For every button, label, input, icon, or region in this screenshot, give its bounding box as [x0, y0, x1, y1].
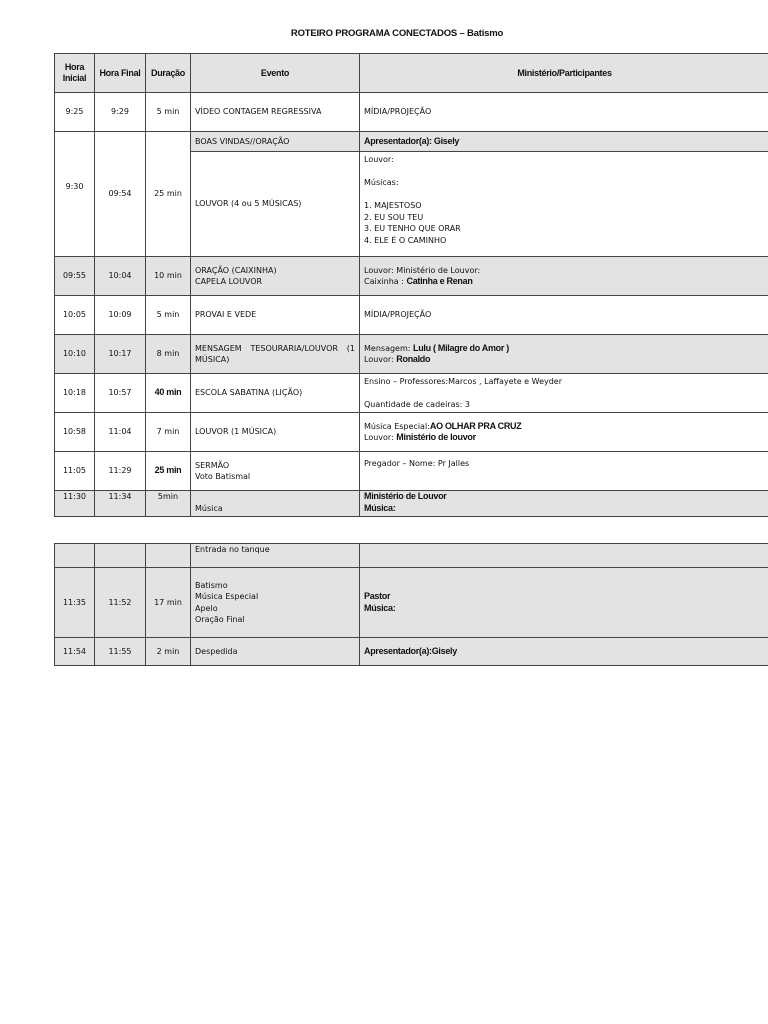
- evento-cell: ESCOLA SABATINA (LIÇÃO): [191, 374, 360, 413]
- duracao-cell: 2 min: [146, 638, 191, 666]
- hora-inicial-cell: [55, 544, 95, 568]
- song-item: 1. MAJESTOSO: [364, 201, 422, 210]
- duracao-cell: 17 min: [146, 568, 191, 638]
- evento-cell: LOUVOR (4 ou 5 MÚSICAS): [191, 152, 360, 257]
- hora-inicial-cell: 9:25: [55, 93, 95, 132]
- ministerio-cell: [360, 544, 768, 568]
- duracao-cell: 25 min: [146, 132, 191, 257]
- ministerio-cell: [360, 132, 768, 152]
- ministerio-cell: Música Especial:AO OLHAR PRA CRUZ Louvor: Ministério de louvor: [360, 413, 768, 452]
- table-row: [55, 491, 768, 517]
- ministerio-cell: Pastor Música:: [360, 568, 768, 638]
- evento-cell: ORAÇÃO (CAIXINHA) CAPELA LOUVOR: [191, 257, 360, 296]
- hora-final-cell: 11:34: [95, 491, 146, 517]
- hora-inicial-cell: 10:58: [55, 413, 95, 452]
- song-item: 3. EU TENHO QUE ORAR: [364, 224, 461, 233]
- evento-cell: Música: [191, 491, 360, 517]
- hora-inicial-cell: 9:30: [55, 132, 95, 257]
- header-hora-final: Hora Final: [95, 54, 146, 93]
- table-row: [55, 452, 768, 491]
- ministerio-cell: Mensagem: Lulu ( Milagre do Amor ) Louvor: Ronaldo: [360, 335, 768, 374]
- schedule-table-continued: [54, 543, 768, 666]
- table-row: [55, 257, 768, 296]
- hora-final-cell: [95, 544, 146, 568]
- duracao-cell: 7 min: [146, 413, 191, 452]
- table-row: [55, 568, 768, 638]
- hora-inicial-cell: 11:05: [55, 452, 95, 491]
- hora-final-cell: 10:09: [95, 296, 146, 335]
- evento-cell: Entrada no tanque: [191, 544, 360, 568]
- hora-inicial-cell: 09:55: [55, 257, 95, 296]
- ministerio-cell: Ministério de Louvor Música:: [360, 491, 768, 517]
- table-row: [55, 132, 768, 152]
- evento-cell: Despedida: [191, 638, 360, 666]
- ministerio-cell: Apresentador(a):Gisely: [360, 638, 768, 666]
- duracao-cell: 5 min: [146, 93, 191, 132]
- musicas-label: Músicas:: [364, 178, 399, 187]
- evento-cell: BOAS VINDAS//ORAÇÃO: [191, 132, 360, 152]
- ministerio-cell: [360, 152, 768, 257]
- ministerio-cell: MÍDIA/PROJEÇÃO: [360, 93, 768, 132]
- hora-final-cell: 9:29: [95, 93, 146, 132]
- presenter-label: Apresentador(a): Gisely: [364, 135, 460, 146]
- hora-inicial-cell: 10:05: [55, 296, 95, 335]
- hora-inicial-cell: 11:30: [55, 491, 95, 517]
- ministerio-cell: Pregador – Nome: Pr Jalles: [360, 452, 768, 491]
- table-row: [55, 93, 768, 132]
- hora-final-cell: 10:04: [95, 257, 146, 296]
- table-row: [55, 374, 768, 413]
- hora-final-cell: 09:54: [95, 132, 146, 257]
- hora-final-cell: 11:55: [95, 638, 146, 666]
- header-hora-inicial: Hora Inicial: [55, 54, 95, 93]
- header-duracao: Duração: [146, 54, 191, 93]
- duracao-cell: 5 min: [146, 296, 191, 335]
- ministerio-cell: MÍDIA/PROJEÇÃO: [360, 296, 768, 335]
- hora-final-cell: 11:04: [95, 413, 146, 452]
- hora-final-cell: 11:29: [95, 452, 146, 491]
- header-ministerio: Ministério/Participantes: [360, 54, 768, 93]
- duracao-cell: 10 min: [146, 257, 191, 296]
- table-row: [55, 335, 768, 374]
- table-row: [55, 638, 768, 666]
- table-row: [55, 413, 768, 452]
- schedule-table: [54, 53, 768, 517]
- table-row: [55, 296, 768, 335]
- hora-inicial-cell: 10:10: [55, 335, 95, 374]
- evento-cell: Batismo Música Especial Apelo Oração Final: [191, 568, 360, 638]
- duracao-cell: 5min: [146, 491, 191, 517]
- duracao-cell: 8 min: [146, 335, 191, 374]
- hora-inicial-cell: 11:54: [55, 638, 95, 666]
- hora-final-cell: 10:17: [95, 335, 146, 374]
- song-item: 2. EU SOU TEU: [364, 212, 424, 222]
- evento-cell: VÍDEO CONTAGEM REGRESSIVA: [191, 93, 360, 132]
- evento-cell: MENSAGEM TESOURARIA/LOUVOR (1 MÚSICA): [191, 335, 360, 374]
- evento-cell: SERMÃO Voto Batismal: [191, 452, 360, 491]
- hora-inicial-cell: 10:18: [55, 374, 95, 413]
- louvor-label: Louvor:: [364, 155, 394, 164]
- ministerio-cell: Ensino – Professores:Marcos , Laffayete e Weyder Quantidade de cadeiras: 3: [360, 374, 768, 413]
- hora-inicial-cell: 11:35: [55, 568, 95, 638]
- header-evento: Evento: [191, 54, 360, 93]
- hora-final-cell: 10:57: [95, 374, 146, 413]
- table-header-row: [55, 54, 768, 93]
- hora-final-cell: 11:52: [95, 568, 146, 638]
- duracao-cell: 40 min: [146, 374, 191, 413]
- duracao-cell: [146, 544, 191, 568]
- table-row: [55, 544, 768, 568]
- duracao-cell: 25 min: [146, 452, 191, 491]
- song-item: 4. ELE É O CAMINHO: [364, 235, 447, 245]
- evento-cell: LOUVOR (1 MÚSICA): [191, 413, 360, 452]
- page-title: ROTEIRO PROGRAMA CONECTADOS – Batismo: [290, 28, 504, 39]
- evento-cell: PROVAI E VEDE: [191, 296, 360, 335]
- ministerio-cell: Louvor: Ministério de Louvor: Caixinha : Catinha e Renan: [360, 257, 768, 296]
